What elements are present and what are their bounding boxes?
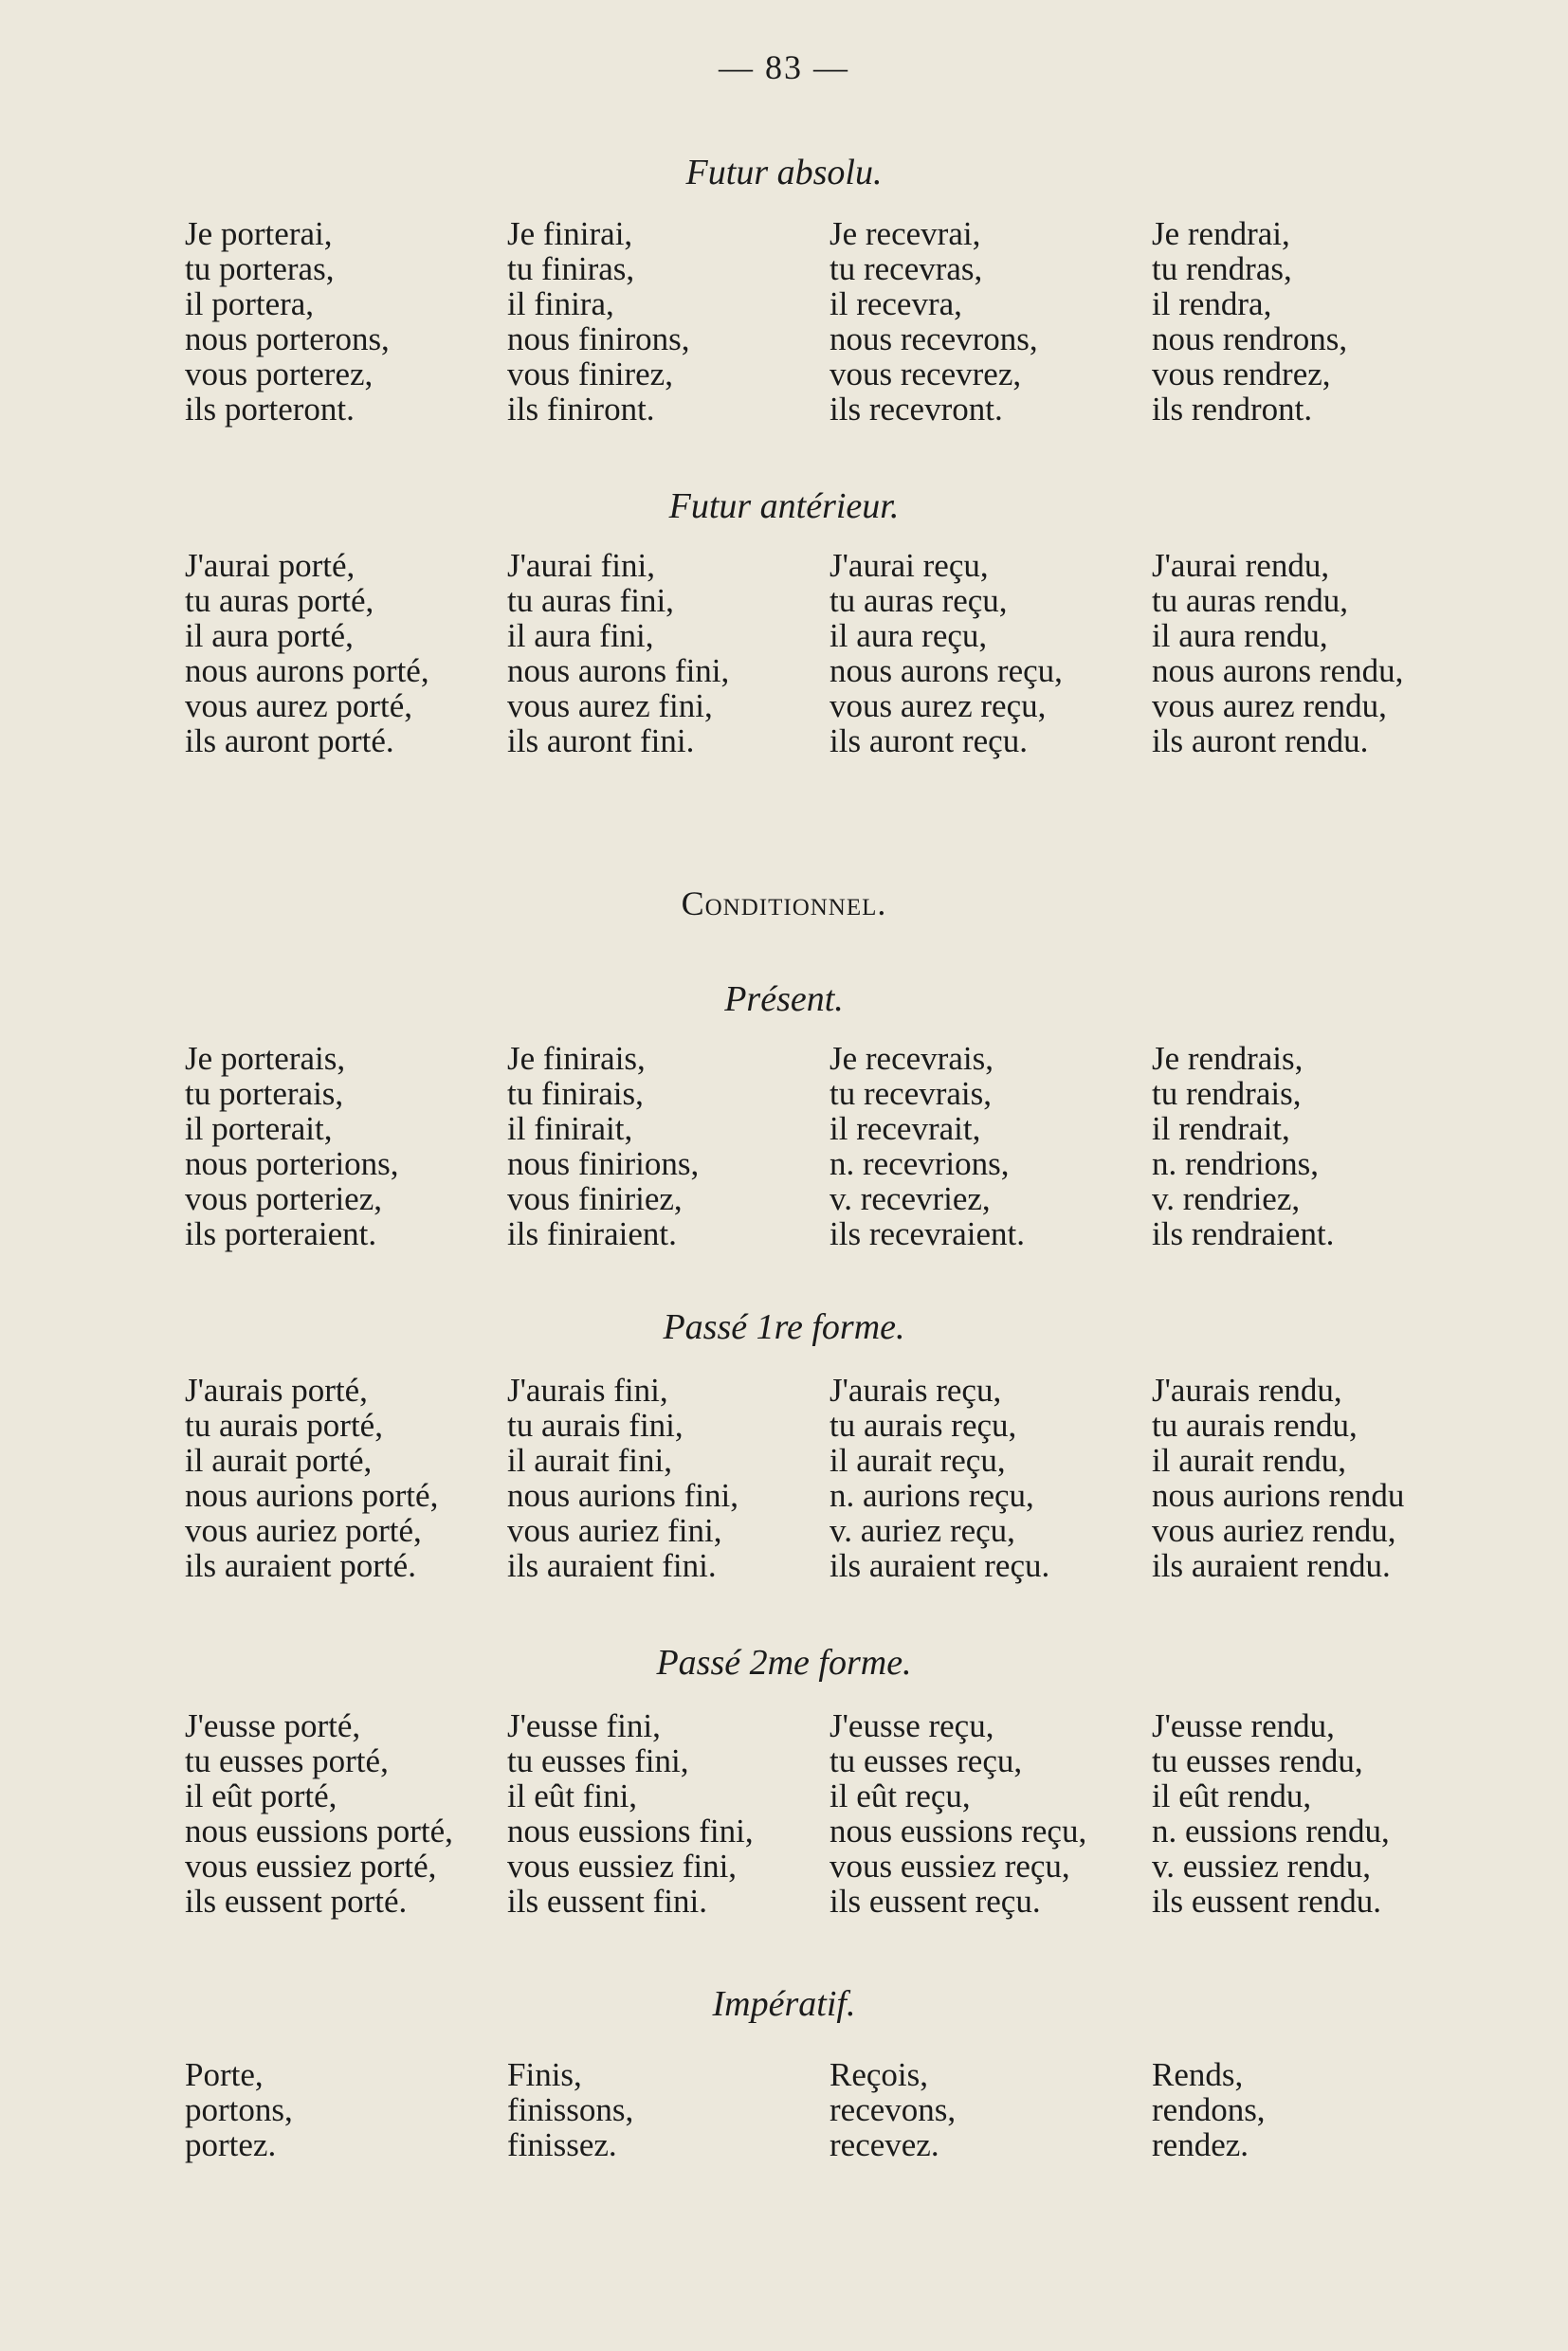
conjugation-line: nous aurions rendu [1152, 1477, 1405, 1514]
conjugation-line: nous aurons fini, [507, 652, 730, 689]
conjugation-line: J'eusse porté, [185, 1707, 361, 1744]
conjugation-line: n. aurions reçu, [830, 1477, 1034, 1514]
conjugation-column [1152, 1708, 1474, 1919]
conjugation-line: v. rendriez, [1152, 1180, 1301, 1217]
conjugation-line: ils auraient reçu. [830, 1547, 1050, 1584]
conjugation-line: vous eussiez porté, [185, 1848, 437, 1885]
conjugation-line: ils auraient porté. [185, 1547, 416, 1584]
conjugation-line: nous eussions reçu, [830, 1813, 1087, 1850]
conjugation-line: il aurait rendu, [1152, 1442, 1347, 1479]
block-futur-absolu [185, 216, 1474, 427]
conjugation-line: tu porteras, [185, 250, 335, 287]
conjugation-line: recevons, [830, 2091, 957, 2128]
conjugation-line: Je finirais, [507, 1040, 646, 1077]
conjugation-line: il rendra, [1152, 285, 1272, 322]
conjugation-line: nous finirons, [507, 320, 690, 357]
conjugation-line: J'aurais fini, [507, 1372, 668, 1409]
heading-futur-anterieur: Futur antérieur. [668, 486, 900, 526]
conjugation-line: Je porterais, [185, 1040, 346, 1077]
conjugation-line: tu recevrais, [830, 1075, 993, 1112]
conjugation-line: J'aurai fini, [507, 547, 655, 584]
conjugation-column [185, 548, 507, 758]
conjugation-line: J'eusse reçu, [830, 1707, 994, 1744]
conjugation-line: nous porterons, [185, 320, 390, 357]
conjugation-line: tu aurais fini, [507, 1407, 684, 1444]
conjugation-column [185, 1041, 507, 1251]
conjugation-line: il recevrait, [830, 1110, 981, 1147]
block-futur-anterieur [185, 548, 1474, 758]
conjugation-line: rendez. [1152, 2126, 1249, 2163]
conjugation-line: il porterait, [185, 1110, 333, 1147]
conjugation-line: finissez. [507, 2126, 617, 2163]
conjugation-line: vous finiriez, [507, 1180, 683, 1217]
conjugation-line: tu recevras, [830, 250, 983, 287]
conjugation-column [1152, 2057, 1474, 2162]
conjugation-line: J'aurais reçu, [830, 1372, 1002, 1409]
heading-futur-absolu: Futur absolu. [685, 153, 883, 192]
conjugation-column [830, 1373, 1152, 1583]
conjugation-column [185, 216, 507, 427]
conjugation-line: v. recevriez, [830, 1180, 991, 1217]
conjugation-column [830, 548, 1152, 758]
conjugation-line: tu aurais reçu, [830, 1407, 1017, 1444]
conjugation-line: tu eusses reçu, [830, 1742, 1023, 1779]
heading-present: Présent. [724, 979, 844, 1019]
conjugation-line: ils rendraient. [1152, 1215, 1335, 1252]
conjugation-line: Finis, [507, 2056, 582, 2093]
conjugation-line: Je rendrai, [1152, 215, 1290, 252]
block-passe-2me-forme [185, 1708, 1474, 1919]
conjugation-line: vous aurez fini, [507, 687, 713, 724]
conjugation-line: il eût reçu, [830, 1777, 971, 1814]
conjugation-line: nous aurons porté, [185, 652, 429, 689]
conjugation-column [507, 2057, 830, 2162]
conjugation-column [185, 2057, 507, 2162]
conjugation-line: il rendrait, [1152, 1110, 1290, 1147]
conjugation-line: ils auraient fini. [507, 1547, 717, 1584]
block-passe-1re-forme [185, 1373, 1474, 1583]
conjugation-line: Je finirai, [507, 215, 633, 252]
conjugation-line: vous eussiez reçu, [830, 1848, 1070, 1885]
conjugation-line: il portera, [185, 285, 315, 322]
conjugation-line: tu porterais, [185, 1075, 344, 1112]
conjugation-line: il aura porté, [185, 617, 354, 654]
conjugation-line: portons, [185, 2091, 293, 2128]
conjugation-line: tu aurais rendu, [1152, 1407, 1358, 1444]
conjugation-column [507, 1041, 830, 1251]
conjugation-column [185, 1373, 507, 1583]
conjugation-line: vous finirez, [507, 355, 673, 392]
conjugation-column [507, 216, 830, 427]
conjugation-line: il aura reçu, [830, 617, 988, 654]
conjugation-column [507, 1708, 830, 1919]
conjugation-line: tu rendras, [1152, 250, 1292, 287]
conjugation-line: vous aurez rendu, [1152, 687, 1387, 724]
conjugation-line: J'aurai reçu, [830, 547, 989, 584]
conjugation-line: vous auriez fini, [507, 1512, 722, 1549]
conjugation-line: ils recevraient. [830, 1215, 1026, 1252]
conjugation-line: vous auriez porté, [185, 1512, 422, 1549]
conjugation-line: Rends, [1152, 2056, 1244, 2093]
heading-passe-1re-forme: Passé 1re forme. [663, 1307, 905, 1347]
conjugation-line: tu eusses porté, [185, 1742, 389, 1779]
conjugation-line: v. eussiez rendu, [1152, 1848, 1371, 1885]
conjugation-line: J'eusse fini, [507, 1707, 661, 1744]
conjugation-line: J'aurais porté, [185, 1372, 368, 1409]
conjugation-line: Porte, [185, 2056, 264, 2093]
conjugation-line: ils eussent reçu. [830, 1883, 1041, 1920]
conjugation-line: nous recevrons, [830, 320, 1038, 357]
conjugation-line: nous aurions porté, [185, 1477, 439, 1514]
conjugation-line: ils auront fini. [507, 722, 695, 759]
conjugation-line: ils rendront. [1152, 391, 1313, 428]
conjugation-line: ils recevront. [830, 391, 1003, 428]
conjugation-line: v. auriez reçu, [830, 1512, 1015, 1549]
conjugation-line: tu aurais porté, [185, 1407, 383, 1444]
conjugation-line: Je rendrais, [1152, 1040, 1304, 1077]
conjugation-line: rendons, [1152, 2091, 1266, 2128]
conjugation-line: J'aurais rendu, [1152, 1372, 1342, 1409]
conjugation-line: ils auront rendu. [1152, 722, 1369, 759]
conjugation-line: finissons, [507, 2091, 634, 2128]
heading-passe-2me-forme: Passé 2me forme. [656, 1643, 912, 1683]
conjugation-column [507, 548, 830, 758]
conjugation-line: vous porteriez, [185, 1180, 382, 1217]
conjugation-line: J'aurai rendu, [1152, 547, 1330, 584]
conjugation-column [1152, 548, 1474, 758]
conjugation-line: vous auriez rendu, [1152, 1512, 1396, 1549]
conjugation-line: n. eussions rendu, [1152, 1813, 1390, 1850]
conjugation-line: tu auras fini, [507, 582, 674, 619]
conjugation-line: ils finiront. [507, 391, 655, 428]
conjugation-line: J'eusse rendu, [1152, 1707, 1335, 1744]
conjugation-column [507, 1373, 830, 1583]
conjugation-line: il aura rendu, [1152, 617, 1328, 654]
conjugation-line: tu eusses rendu, [1152, 1742, 1363, 1779]
conjugation-line: J'aurai porté, [185, 547, 356, 584]
conjugation-line: Je porterai, [185, 215, 333, 252]
conjugation-line: tu rendrais, [1152, 1075, 1302, 1112]
conjugation-line: vous eussiez fini, [507, 1848, 738, 1885]
conjugation-line: ils porteront. [185, 391, 355, 428]
conjugation-line: tu finirais, [507, 1075, 644, 1112]
conjugation-line: ils eussent fini. [507, 1883, 707, 1920]
conjugation-line: vous porterez, [185, 355, 374, 392]
block-present [185, 1041, 1474, 1251]
conjugation-line: nous eussions fini, [507, 1813, 754, 1850]
conjugation-line: il aura fini, [507, 617, 654, 654]
conjugation-line: nous finirions, [507, 1145, 700, 1182]
conjugation-column [1152, 216, 1474, 427]
conjugation-line: nous aurons rendu, [1152, 652, 1404, 689]
conjugation-line: Je recevrai, [830, 215, 981, 252]
heading-imperatif: Impératif. [712, 1984, 856, 2024]
conjugation-line: Je recevrais, [830, 1040, 994, 1077]
conjugation-line: nous eussions porté, [185, 1813, 453, 1850]
conjugation-column [830, 1708, 1152, 1919]
conjugation-line: ils finiraient. [507, 1215, 677, 1252]
conjugation-line: vous rendrez, [1152, 355, 1331, 392]
conjugation-column [830, 216, 1152, 427]
conjugation-line: tu auras rendu, [1152, 582, 1349, 619]
page-number: — 83 — [719, 48, 849, 86]
conjugation-line: tu auras porté, [185, 582, 374, 619]
conjugation-line: nous rendrons, [1152, 320, 1348, 357]
conjugation-line: nous aurions fini, [507, 1477, 739, 1514]
conjugation-line: ils auront reçu. [830, 722, 1028, 759]
conjugation-line: il finira, [507, 285, 614, 322]
conjugation-column [830, 2057, 1152, 2162]
conjugation-line: il aurait reçu, [830, 1442, 1006, 1479]
conjugation-column [830, 1041, 1152, 1251]
conjugation-line: tu auras reçu, [830, 582, 1008, 619]
conjugation-line: ils eussent rendu. [1152, 1883, 1382, 1920]
conjugation-line: tu finiras, [507, 250, 635, 287]
conjugation-line: portez. [185, 2126, 277, 2163]
conjugation-line: ils auront porté. [185, 722, 394, 759]
conjugation-line: il aurait porté, [185, 1442, 373, 1479]
conjugation-line: nous aurons reçu, [830, 652, 1063, 689]
conjugation-line: ils auraient rendu. [1152, 1547, 1391, 1584]
conjugation-line: il eût porté, [185, 1777, 337, 1814]
conjugation-line: vous aurez porté, [185, 687, 413, 724]
conjugation-line: ils eussent porté. [185, 1883, 408, 1920]
conjugation-line: nous porterions, [185, 1145, 399, 1182]
conjugation-line: il aurait fini, [507, 1442, 672, 1479]
conjugation-column [185, 1708, 507, 1919]
conjugation-line: n. rendrions, [1152, 1145, 1319, 1182]
conjugation-line: Reçois, [830, 2056, 929, 2093]
conjugation-line: il eût fini, [507, 1777, 638, 1814]
conjugation-line: recevez. [830, 2126, 939, 2163]
conjugation-line: n. recevrions, [830, 1145, 1010, 1182]
conjugation-column [1152, 1373, 1474, 1583]
conjugation-line: il recevra, [830, 285, 962, 322]
conjugation-line: vous aurez reçu, [830, 687, 1047, 724]
conjugation-line: ils porteraient. [185, 1215, 377, 1252]
conjugation-line: il finirait, [507, 1110, 633, 1147]
block-imperatif [185, 2057, 1474, 2162]
conjugation-line: tu eusses fini, [507, 1742, 689, 1779]
conjugation-line: il eût rendu, [1152, 1777, 1312, 1814]
conjugation-column [1152, 1041, 1474, 1251]
conjugation-line: vous recevrez, [830, 355, 1022, 392]
heading-conditionnel: Conditionnel. [681, 884, 887, 922]
